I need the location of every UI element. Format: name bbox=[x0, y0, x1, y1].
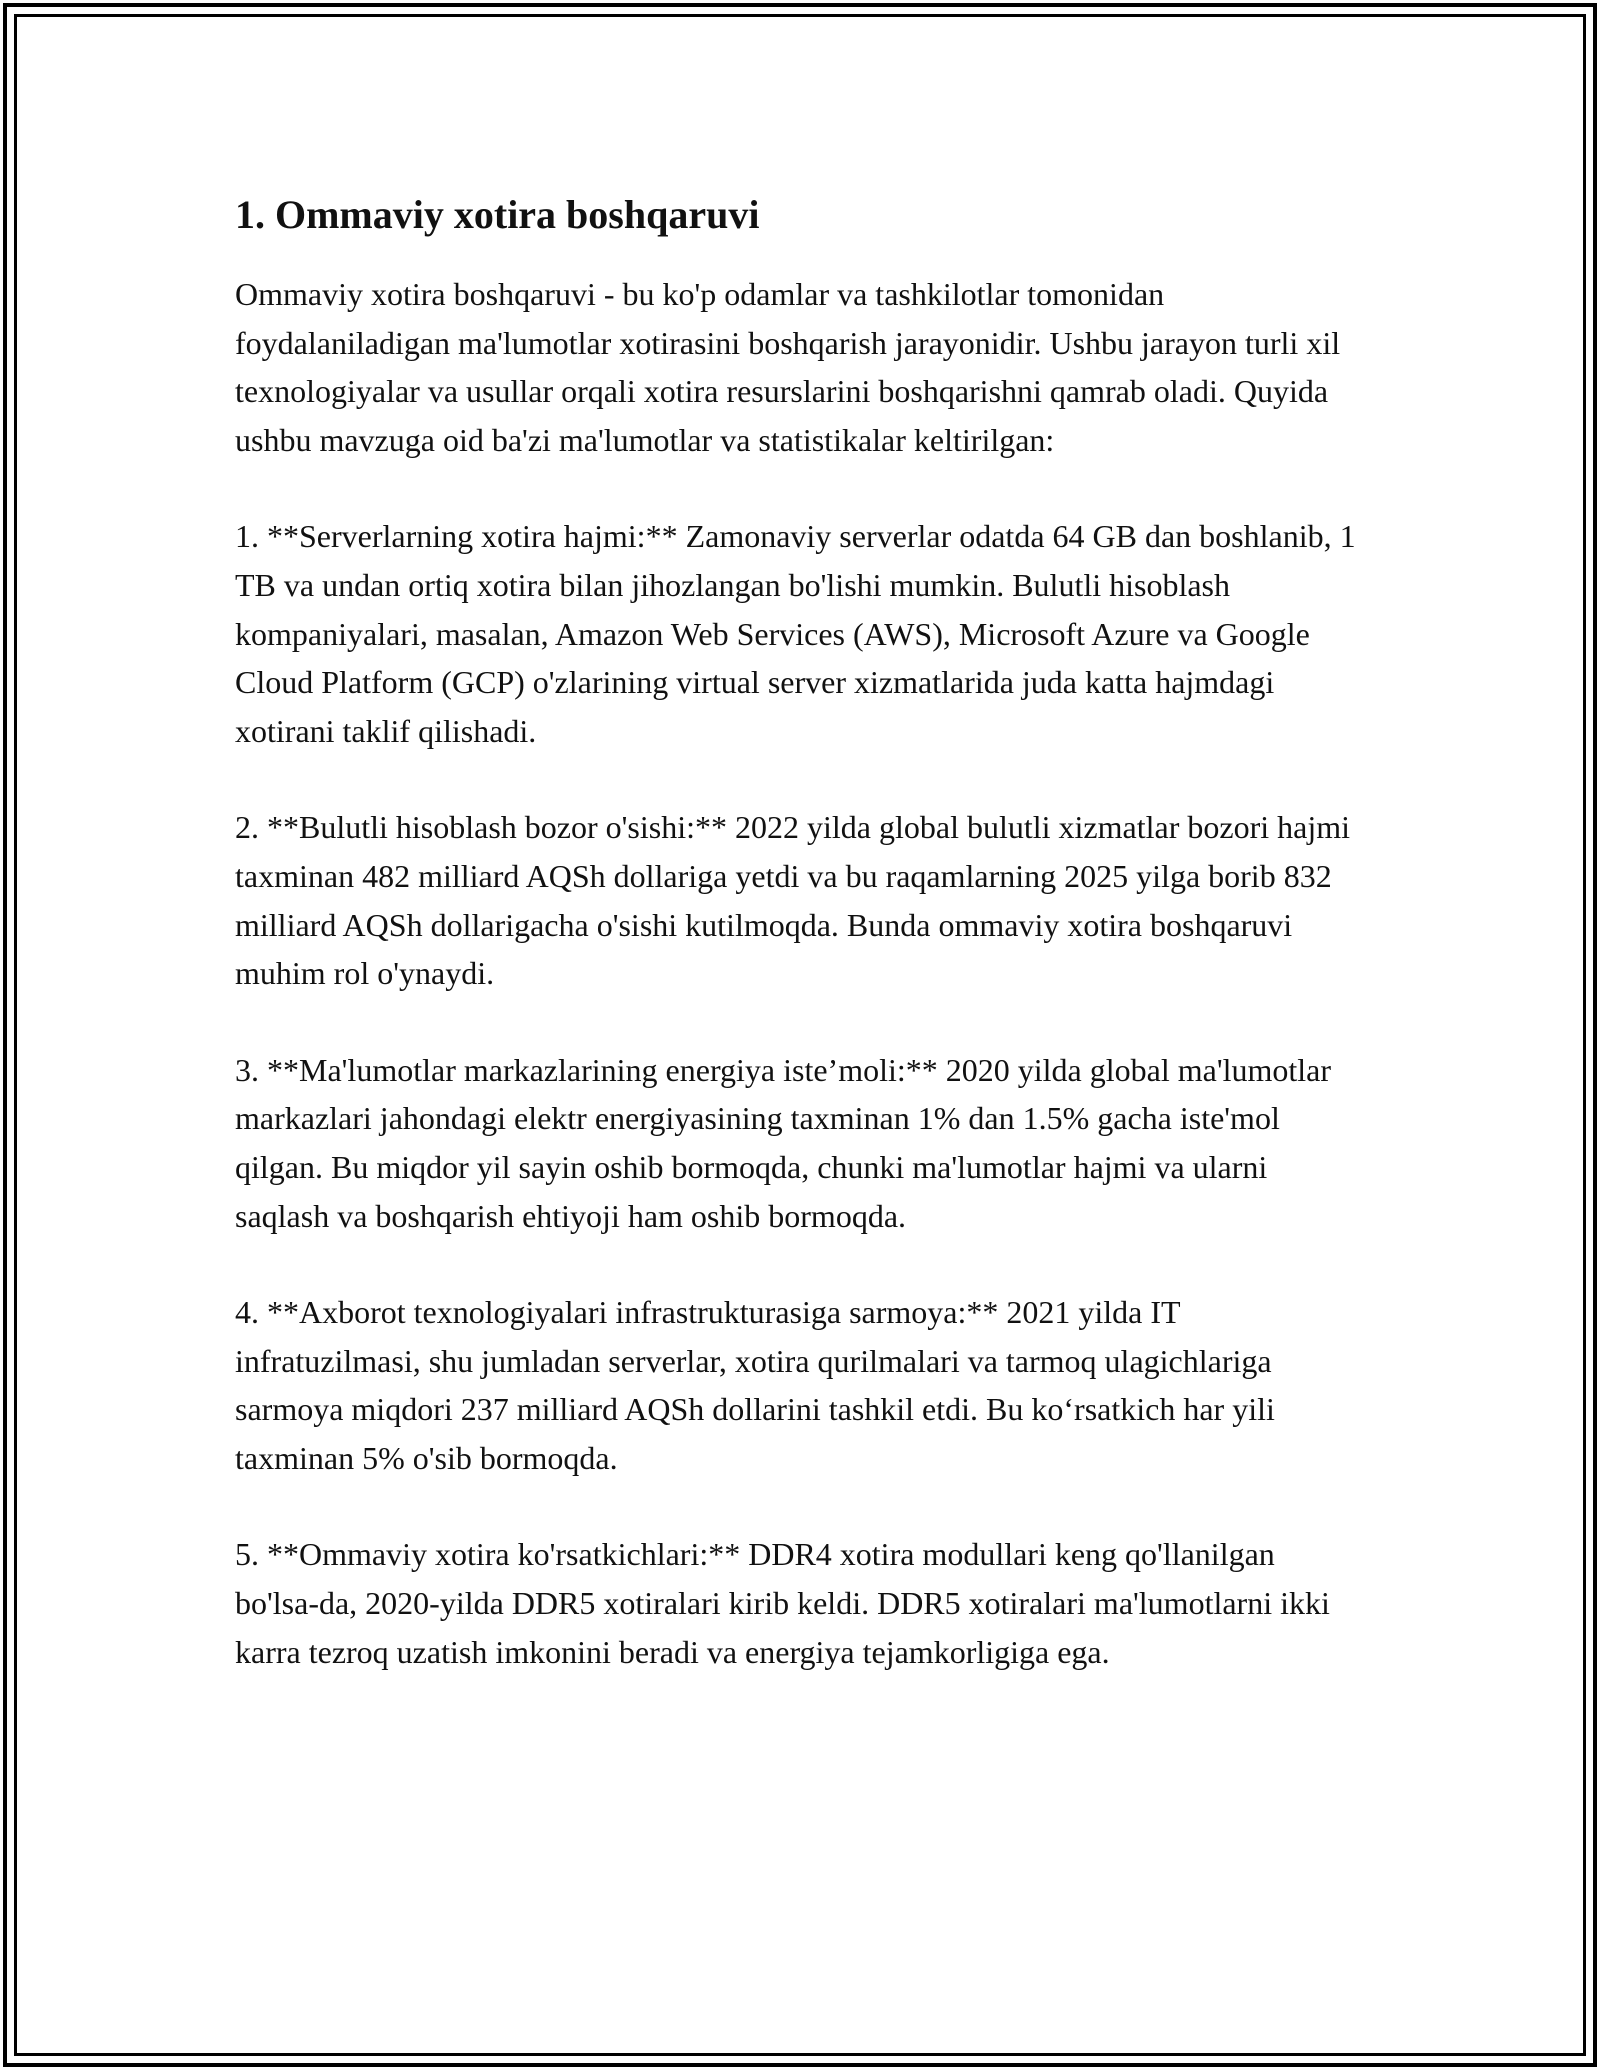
list-item-4: 4. **Axborot texnologiyalari infrastrukturasiga sarmoya:** 2021 yilda IT infratuzilmasi, shu jumladan serverlar, xotira qurilmalari va tarmoq ulagichlariga sarmoya miqdori 237 milliard AQSh dollarini tashkil etdi. Bu ko‘rsatkich har yili taxminan 5% o'sib bormoqda. bbox=[235, 1294, 1275, 1476]
document-body bbox=[235, 188, 1360, 1724]
intro-paragraph: Ommaviy xotira boshqaruvi - bu ko'p odamlar va tashkilotlar tomonidan foydalaniladigan ma'lumotlar xotirasini boshqarish jarayonidir. Ushbu jarayon turli xil texnologiyalar va usullar orqali xotira resurslarini boshqarishni qamrab oladi. Quyida ushbu mavzuga oid ba'zi ma'lumotlar va statistikalar keltirilgan: bbox=[235, 276, 1341, 458]
list-item-2: 2. **Bulutli hisoblash bozor o'sishi:** 2022 yilda global bulutli xizmatlar bozori hajmi taxminan 482 milliard AQSh dollariga yetdi va bu raqamlarning 2025 yilga borib 832 milliard AQSh dollarigacha o'sishi kutilmoqda. Bunda ommaviy xotira boshqaruvi muhim rol o'ynaydi. bbox=[235, 809, 1350, 992]
list-item-1: 1. **Serverlarning xotira hajmi:** Zamonaviy serverlar odatda 64 GB dan boshlanib, 1 TB va undan ortiq xotira bilan jihozlangan bo'lishi mumkin. Bulutli hisoblash kompaniyalari, masalan, Amazon Web Services (AWS), Microsoft Azure va Google Cloud Platform (GCP) o'zlarining virtual server xizmatlarida juda katta hajmdagi xotirani taklif qilishadi. bbox=[235, 518, 1356, 749]
section-title: 1. Ommaviy xotira boshqaruvi bbox=[235, 192, 760, 237]
list-item-3: 3. **Ma'lumotlar markazlarining energiya iste’moli:** 2020 yilda global ma'lumotlar markazlari jahondagi elektr energiyasining taxminan 1% dan 1.5% gacha iste'mol qilgan. Bu miqdor yil sayin oshib bormoqda, chunki ma'lumotlar hajmi va ularni saqlash va boshqarish ehtiyoji ham oshib bormoqda. bbox=[235, 1051, 1332, 1234]
list-item-5: 5. **Ommaviy xotira ko'rsatkichlari:** DDR4 xotira modullari keng qo'llanilgan bo'lsa-da, 2020-yilda DDR5 xotiralari kirib keldi. DDR5 xotiralari ma'lumotlarni ikki karra tezroq uzatish imkonini beradi va energiya tejamkorligiga ega. bbox=[235, 1536, 1330, 1670]
